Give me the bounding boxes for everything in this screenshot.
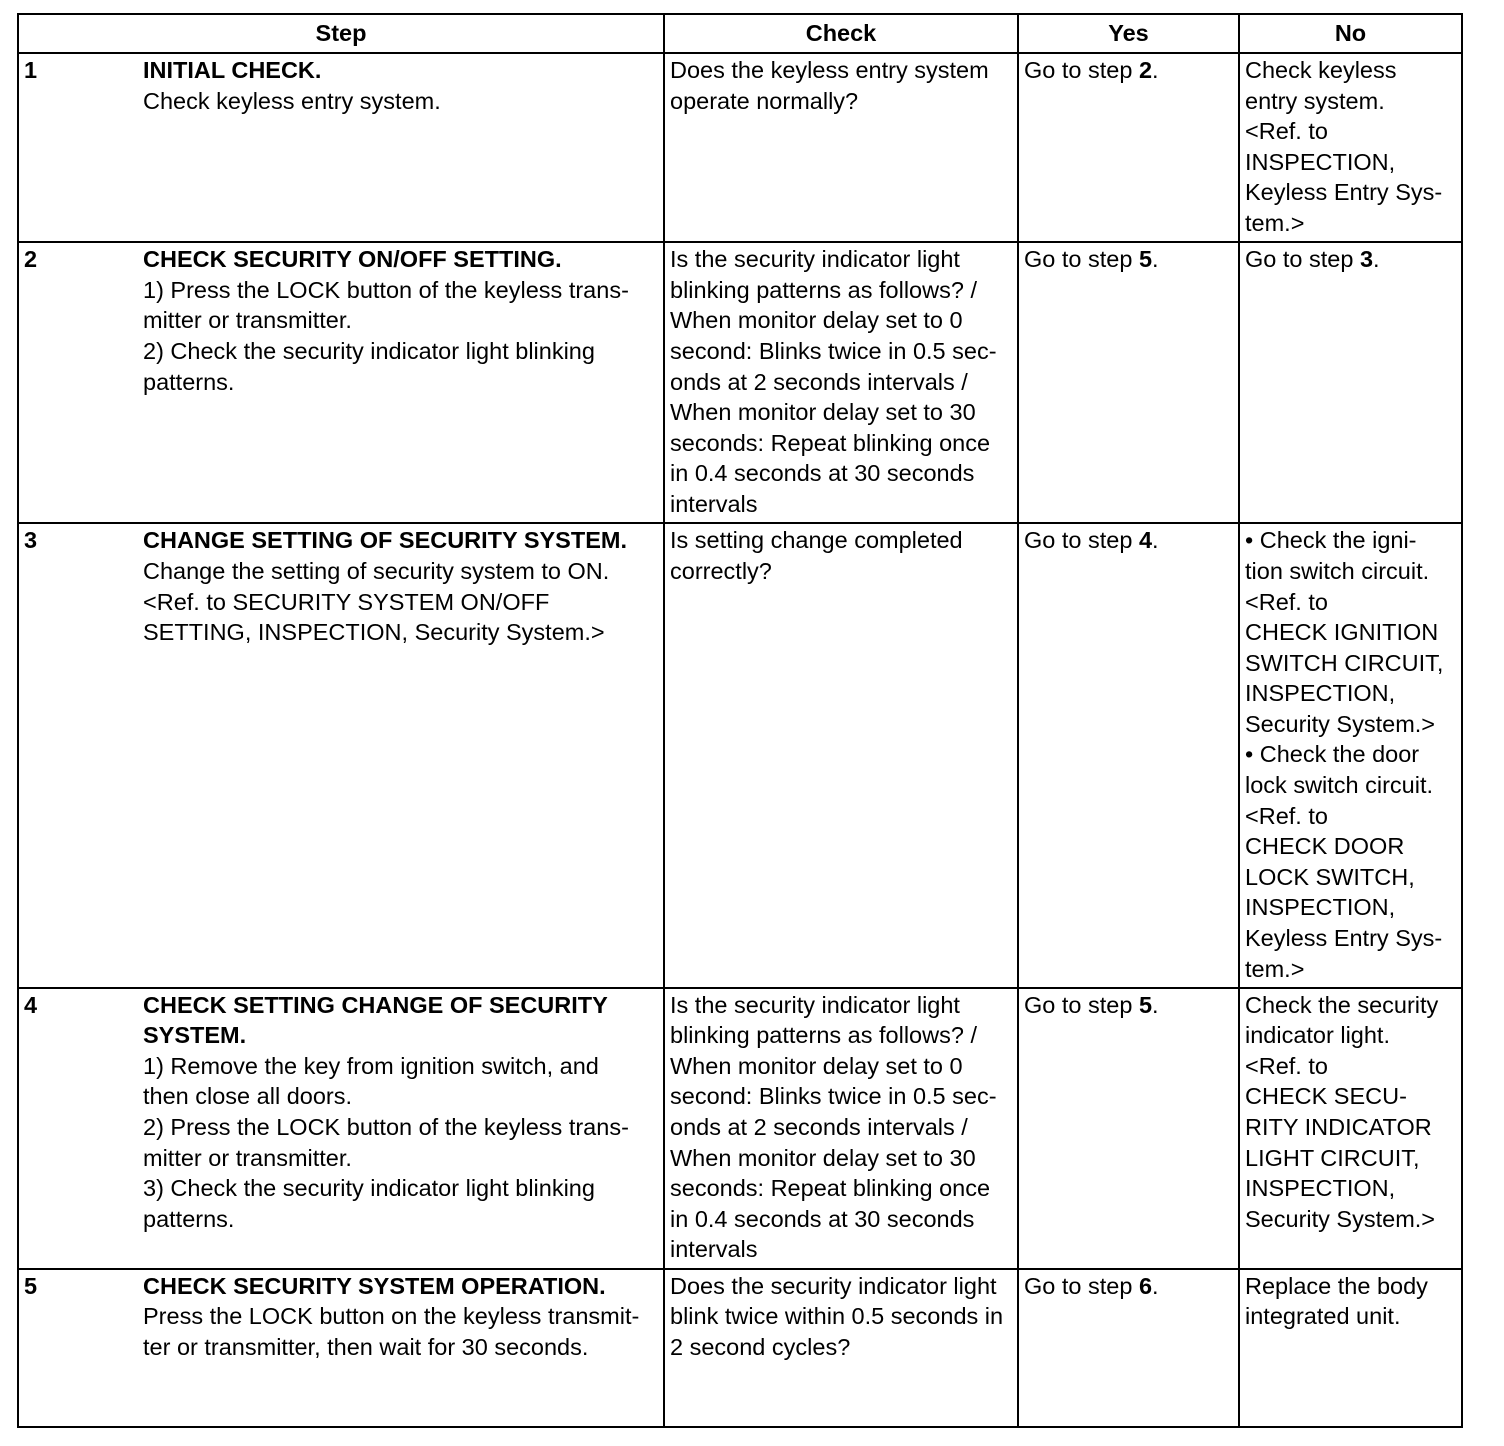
step-number: 2 xyxy=(24,246,38,273)
check-line: intervals xyxy=(670,1236,758,1263)
step-title: CHECK SECURITY SYSTEM OPERATION. xyxy=(143,1272,606,1299)
no-cell xyxy=(1239,53,1462,242)
check-line: blink twice within 0.5 seconds in xyxy=(670,1303,1004,1330)
check-cell xyxy=(664,988,1018,1269)
yes-prefix: Go to step xyxy=(1024,246,1139,273)
step-line: 1) Press the LOCK button of the keyless trans- xyxy=(143,276,629,303)
yes-step-number: 2 xyxy=(1138,57,1153,83)
step-number: 3 xyxy=(24,527,38,554)
yes-prefix: Go to step xyxy=(1024,991,1139,1018)
check-cell xyxy=(664,53,1018,242)
check-cell xyxy=(664,1269,1018,1427)
table-row xyxy=(18,988,1462,1269)
table-row xyxy=(18,53,1462,242)
no-line: Security System.> xyxy=(1245,1205,1436,1232)
step-cell xyxy=(18,523,664,987)
step-line: patterns. xyxy=(143,1205,235,1232)
check-line: When monitor delay set to 0 xyxy=(670,307,963,334)
yes-suffix: . xyxy=(1152,1272,1159,1299)
yes-cell xyxy=(1018,1269,1239,1427)
no-line: Replace the body xyxy=(1245,1272,1428,1299)
step-title: CHECK SECURITY ON/OFF SETTING. xyxy=(143,246,562,273)
check-line: 2 second cycles? xyxy=(670,1334,851,1361)
step-title: SYSTEM. xyxy=(143,1022,247,1049)
no-line: Keyless Entry Sys- xyxy=(1245,925,1443,952)
no-line: INSPECTION, xyxy=(1245,148,1396,175)
check-line: operate normally? xyxy=(670,87,859,114)
step-cell xyxy=(18,988,664,1269)
step-line: mitter or transmitter. xyxy=(143,307,352,334)
step-line: 3) Check the security indicator light blinking xyxy=(143,1175,595,1202)
check-line: correctly? xyxy=(670,557,772,584)
step-number: 1 xyxy=(24,57,38,83)
yes-step-number: 5 xyxy=(1138,246,1153,273)
step-line: ter or transmitter, then wait for 30 seconds. xyxy=(143,1334,589,1361)
yes-step-number: 6 xyxy=(1138,1272,1153,1299)
no-line: tem.> xyxy=(1245,209,1305,236)
header-no: No xyxy=(1239,14,1462,53)
no-line: CHECK IGNITION xyxy=(1245,619,1439,646)
check-line: second: Blinks twice in 0.5 sec- xyxy=(670,337,997,364)
yes-step-number: 5 xyxy=(1138,991,1153,1018)
no-line: <Ref. to xyxy=(1245,802,1328,829)
step-line: Check keyless entry system. xyxy=(143,87,441,114)
step-line: <Ref. to SECURITY SYSTEM ON/OFF xyxy=(143,588,550,615)
check-cell xyxy=(664,523,1018,987)
table-row xyxy=(18,523,1462,987)
step-line: SETTING, INSPECTION, Security System.> xyxy=(143,619,605,646)
no-cell xyxy=(1239,242,1462,523)
step-title: INITIAL CHECK. xyxy=(143,57,322,83)
check-line: Is the security indicator light xyxy=(670,246,960,273)
step-line: Change the setting of security system to ON. xyxy=(143,557,610,584)
no-line: LOCK SWITCH, xyxy=(1245,863,1415,890)
no-line: lock switch circuit. xyxy=(1245,772,1434,799)
check-line: When monitor delay set to 30 xyxy=(670,1144,976,1171)
no-line: INSPECTION, xyxy=(1245,680,1396,707)
yes-prefix: Go to step xyxy=(1024,57,1139,83)
no-line: Keyless Entry Sys- xyxy=(1245,179,1443,206)
header-yes: Yes xyxy=(1018,14,1239,53)
check-cell xyxy=(664,242,1018,523)
step-title: CHECK SETTING CHANGE OF SECURITY xyxy=(143,991,608,1018)
no-line: RITY INDICATOR xyxy=(1245,1114,1432,1141)
yes-prefix: Go to step xyxy=(1024,1272,1139,1299)
no-line: INSPECTION, xyxy=(1245,894,1396,921)
yes-cell xyxy=(1018,53,1239,242)
check-line: intervals xyxy=(670,490,758,517)
no-line: SWITCH CIRCUIT, xyxy=(1245,649,1444,676)
check-line: Does the keyless entry system xyxy=(670,57,989,83)
no-line: CHECK DOOR xyxy=(1245,833,1405,860)
no-suffix: . xyxy=(1373,246,1380,273)
check-line: When monitor delay set to 0 xyxy=(670,1052,963,1079)
table-row xyxy=(18,242,1462,523)
check-line: in 0.4 seconds at 30 seconds xyxy=(670,460,975,487)
step-cell xyxy=(18,1269,664,1427)
yes-suffix: . xyxy=(1152,57,1159,83)
step-cell xyxy=(18,242,664,523)
yes-step-number: 4 xyxy=(1138,527,1153,554)
step-line: mitter or transmitter. xyxy=(143,1144,352,1171)
check-line: seconds: Repeat blinking once xyxy=(670,1175,991,1202)
no-line: integrated unit. xyxy=(1245,1303,1401,1330)
no-line: Security System.> xyxy=(1245,710,1436,737)
no-line: <Ref. to xyxy=(1245,118,1328,145)
check-line: seconds: Repeat blinking once xyxy=(670,429,991,456)
step-number: 5 xyxy=(24,1272,38,1299)
header-check: Check xyxy=(664,14,1018,53)
yes-cell xyxy=(1018,523,1239,987)
header-step: Step xyxy=(18,14,664,53)
check-line: blinking patterns as follows? / xyxy=(670,276,977,303)
step-title: CHANGE SETTING OF SECURITY SYSTEM. xyxy=(143,527,627,554)
step-line: then close all doors. xyxy=(143,1083,353,1110)
no-prefix: Go to step xyxy=(1245,246,1360,273)
step-line: 2) Check the security indicator light blinking xyxy=(143,337,595,364)
step-line: patterns. xyxy=(143,368,235,395)
no-line: CHECK SECU- xyxy=(1245,1083,1407,1110)
table-row xyxy=(18,1269,1462,1427)
check-line: onds at 2 seconds intervals / xyxy=(670,1114,968,1141)
no-cell xyxy=(1239,1269,1462,1427)
no-line: LIGHT CIRCUIT, xyxy=(1245,1144,1420,1171)
no-line: • Check the igni- xyxy=(1245,527,1417,554)
check-line: blinking patterns as follows? / xyxy=(670,1022,977,1049)
check-line: in 0.4 seconds at 30 seconds xyxy=(670,1205,975,1232)
no-line: Check keyless xyxy=(1245,57,1397,83)
yes-suffix: . xyxy=(1152,527,1159,554)
no-cell xyxy=(1239,988,1462,1269)
no-line: Check the security xyxy=(1245,991,1439,1018)
no-line: <Ref. to xyxy=(1245,1052,1328,1079)
check-line: onds at 2 seconds intervals / xyxy=(670,368,968,395)
no-line: <Ref. to xyxy=(1245,588,1328,615)
step-line: 2) Press the LOCK button of the keyless trans- xyxy=(143,1114,629,1141)
step-cell xyxy=(18,53,664,242)
check-line: Does the security indicator light xyxy=(670,1272,997,1299)
no-line: tion switch circuit. xyxy=(1245,557,1430,584)
no-cell xyxy=(1239,523,1462,987)
yes-cell xyxy=(1018,242,1239,523)
check-line: second: Blinks twice in 0.5 sec- xyxy=(670,1083,997,1110)
no-line: entry system. xyxy=(1245,87,1385,114)
diagnostic-table xyxy=(17,13,1463,1428)
step-number: 4 xyxy=(24,991,38,1018)
step-line: 1) Remove the key from ignition switch, and xyxy=(143,1052,599,1079)
check-line: When monitor delay set to 30 xyxy=(670,399,976,426)
step-line: Press the LOCK button on the keyless transmit- xyxy=(143,1303,640,1330)
check-line: Is the security indicator light xyxy=(670,991,960,1018)
yes-cell xyxy=(1018,988,1239,1269)
yes-suffix: . xyxy=(1152,246,1159,273)
yes-prefix: Go to step xyxy=(1024,527,1139,554)
yes-suffix: . xyxy=(1152,991,1159,1018)
no-line: tem.> xyxy=(1245,955,1305,982)
no-step-number: 3 xyxy=(1359,246,1374,273)
no-line: indicator light. xyxy=(1245,1022,1390,1049)
no-line: • Check the door xyxy=(1245,741,1420,768)
check-line: Is setting change completed xyxy=(670,527,963,554)
header-row xyxy=(18,14,1462,53)
no-line: INSPECTION, xyxy=(1245,1175,1396,1202)
